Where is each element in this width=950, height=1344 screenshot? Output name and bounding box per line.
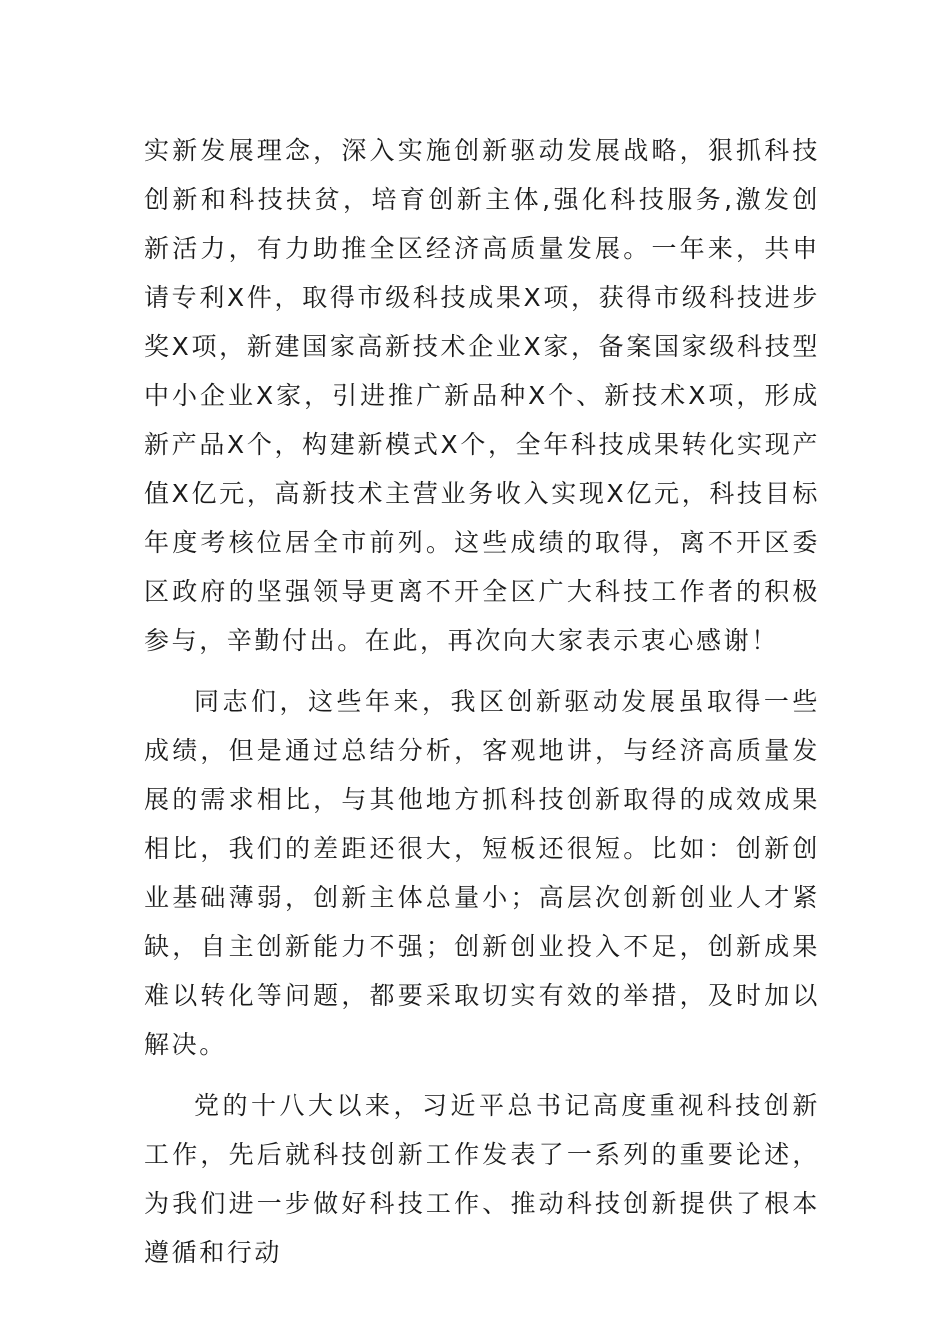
document-body [144, 126, 820, 1289]
paragraph: 同志们，这些年来，我区创新驱动发展虽取得一些成绩，但是通过总结分析，客观地讲，与经济高质量发展的需求相比，与其他地方抓科技创新取得的成效成果相比，我们的差距还很大，短板还很短。比如：创新创业基础薄弱，创新主体总量小；高层次创新创业人才紧缺，自主创新能力不强；创新创业投入不足，创新成果难以转化等问题，都要采取切实有效的举措，及时加以解决。 [144, 687, 820, 1059]
paragraph-continued: 实新发展理念，深入实施创新驱动发展战略，狠抓科技创新和科技扶贫，培育创新主体,强化科技服务,激发创新活力，有力助推全区经济高质量发展。一年来，共申请专利X件，取得市级科技成果X项，获得市级科技进步奖X项，新建国家高新技术企业X家，备案国家级科技型中小企业X家，引进推广新品种X个、新技术X项，形成新产品X个，构建新模式X个，全年科技成果转化实现产值X亿元，高新技术主营业务收入实现X亿元，科技目标年度考核位居全市前列。这些成绩的取得，离不开区委区政府的坚强领导更离不开全区广大科技工作者的积极参与，辛勤付出。在此，再次向大家表示衷心感谢！ [144, 136, 820, 655]
paragraph: 党的十八大以来，习近平总书记高度重视科技创新工作，先后就科技创新工作发表了一系列的重要论述，为我们进一步做好科技工作、推动科技创新提供了根本遵循和行动 [144, 1091, 820, 1267]
